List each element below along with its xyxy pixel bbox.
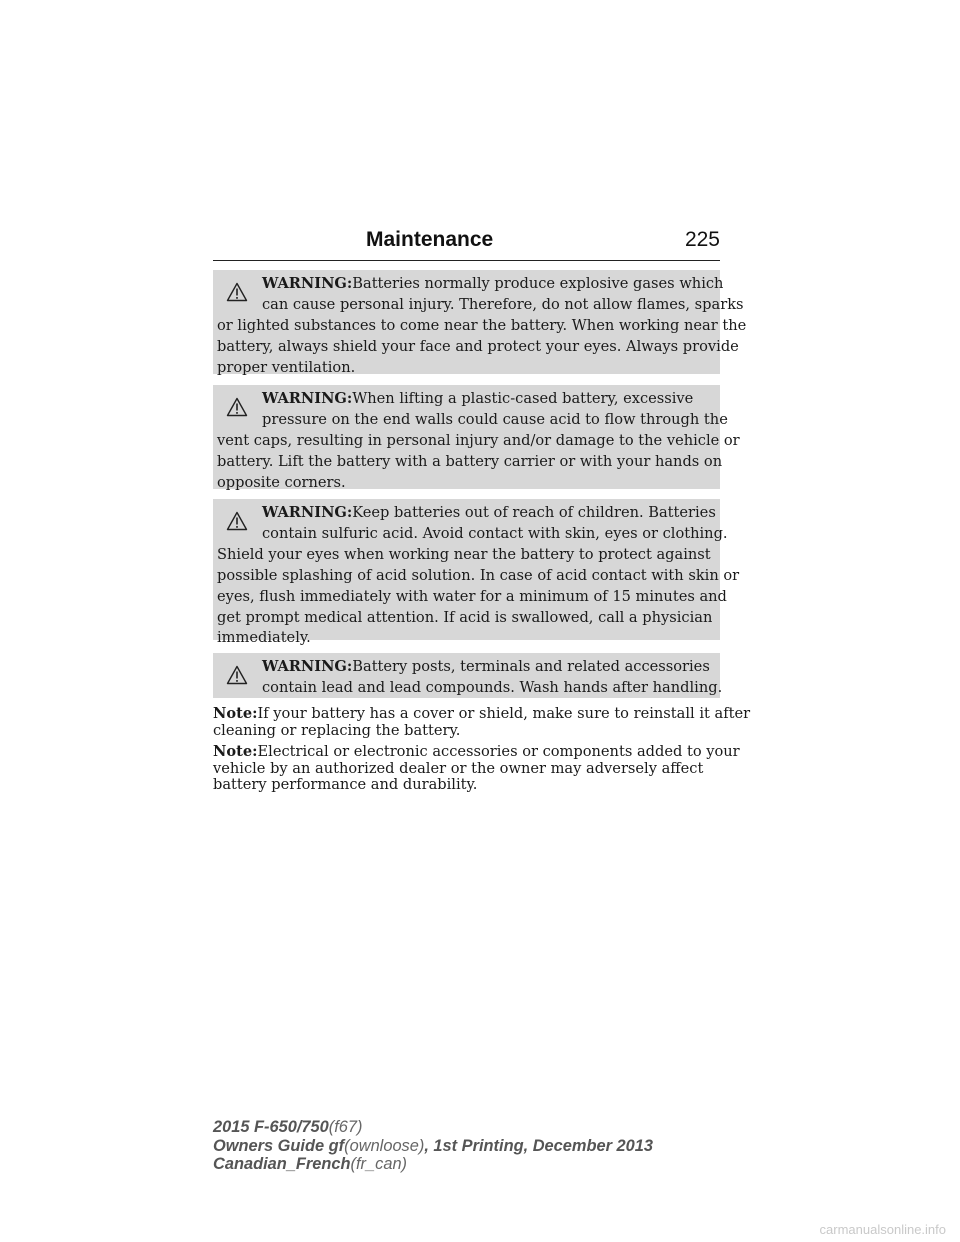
warning-text: Keep batteries out of reach of children. Batteries xyxy=(352,504,716,521)
warning-text: eyes, flush immediately with water for a minimum of 15 minutes and xyxy=(217,587,727,605)
warning-text: vent caps, resulting in personal injury and/or damage to the vehicle or xyxy=(217,431,740,449)
warning-text: pressure on the end walls could cause acid to flow through the xyxy=(262,410,728,428)
warning-text: possible splashing of acid solution. In case of acid contact with skin or xyxy=(217,566,740,584)
footer-code: (f67) xyxy=(328,1118,363,1136)
warning-text: Batteries normally produce explosive gases which xyxy=(352,275,724,292)
print-footer xyxy=(213,1118,653,1174)
note-paragraph xyxy=(213,743,740,794)
warning-text: or lighted substances to come near the battery. When working near the xyxy=(217,316,747,334)
footer-locale: (fr_can) xyxy=(350,1155,408,1174)
warning-triangle-icon xyxy=(226,511,248,531)
note-text: battery performance and durability. xyxy=(213,776,478,793)
warning-text: Battery posts, terminals and related accessories xyxy=(352,658,710,675)
warning-text: can cause personal injury. Therefore, do not allow flames, sparks xyxy=(262,295,744,313)
warning-text: contain lead and lead compounds. Wash hands after handling. xyxy=(262,678,723,696)
warning-text: battery, always shield your face and protect your eyes. Always provide xyxy=(217,337,739,355)
warning-box xyxy=(213,385,740,491)
warning-triangle-icon xyxy=(226,665,248,685)
page-header xyxy=(213,226,720,261)
note-text: cleaning or replacing the battery. xyxy=(213,721,461,739)
warning-text: get prompt medical attention. If acid is swallowed, call a physician xyxy=(217,608,713,626)
note-text: vehicle by an authorized dealer or the owner may adversely affect xyxy=(213,759,704,777)
warning-text: contain sulfuric acid. Avoid contact with skin, eyes or clothing. xyxy=(262,524,728,542)
warning-text: Shield your eyes when working near the battery to protect against xyxy=(217,545,711,563)
warning-box xyxy=(213,499,740,647)
footer-language: Canadian_French xyxy=(213,1155,351,1174)
footer-guide: Owners Guide gf xyxy=(213,1136,345,1155)
footer-printing: , 1st Printing, December 2013 xyxy=(424,1136,653,1155)
warning-triangle-icon xyxy=(226,282,248,302)
warning-box xyxy=(213,270,747,376)
warning-text: battery. Lift the battery with a battery carrier or with your hands on xyxy=(217,452,723,470)
warning-label: WARNING: xyxy=(262,658,353,675)
warning-text: opposite corners. xyxy=(217,473,346,491)
warning-triangle-icon xyxy=(226,397,248,417)
footer-model: 2015 F-650/750 xyxy=(213,1118,329,1136)
note-text: Electrical or electronic accessories or components added to your xyxy=(257,743,740,760)
page-number: 225 xyxy=(684,228,720,251)
warning-box xyxy=(213,653,723,698)
section-title: Maintenance xyxy=(366,228,494,251)
warning-text: immediately. xyxy=(217,629,311,647)
note-text: If your battery has a cover or shield, make sure to reinstall it after xyxy=(257,705,751,722)
warning-label: WARNING: xyxy=(262,275,353,292)
warning-label: WARNING: xyxy=(262,390,353,407)
warning-text: proper ventilation. xyxy=(217,358,356,376)
footer-binding: (ownloose) xyxy=(344,1136,425,1155)
note-label: Note: xyxy=(213,705,258,722)
watermark: carmanualsonline.info xyxy=(819,1222,946,1237)
warning-text: When lifting a plastic-cased battery, excessive xyxy=(352,390,694,407)
note-paragraph xyxy=(213,705,751,739)
warning-label: WARNING: xyxy=(262,504,353,521)
note-label: Note: xyxy=(213,743,258,760)
